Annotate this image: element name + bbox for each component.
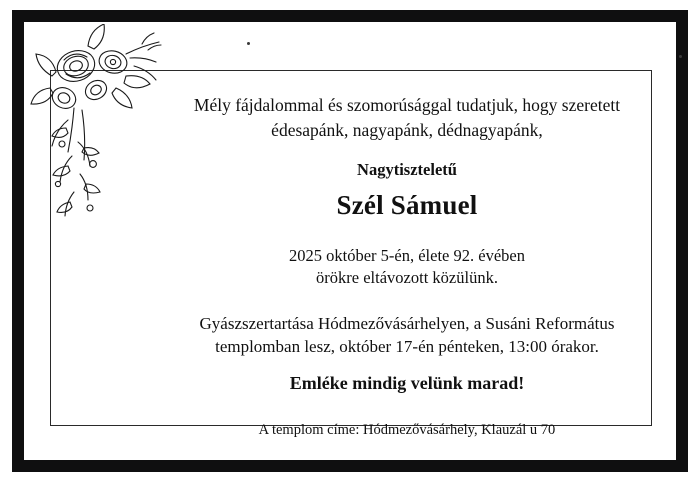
date-line-2: örökre eltávozott közülünk. <box>316 268 498 288</box>
church-address: A templom címe: Hódmezővásárhely, Klauzál u 70 <box>258 422 556 439</box>
lead-line-1: Mély fájdalommal és szomorúsággal tudatjuk, hogy szeretett <box>193 95 621 115</box>
ceremony-line-2: templomban lesz, október 17-én pénteken, 13:00 órakor. <box>215 337 599 357</box>
funeral-notice-card <box>12 10 688 472</box>
ceremony-line-1: Gyászszertartása Hódmezővásárhelyen, a Susáni Református <box>199 314 615 334</box>
paper-speck-right <box>679 55 682 58</box>
date-line-1: 2025 október 5-én, élete 92. évében <box>289 246 525 266</box>
rank-title: Nagytiszteletű <box>357 159 457 179</box>
notice-paper <box>24 22 676 460</box>
notice-text <box>144 94 670 440</box>
floral-corner-ornament <box>30 24 162 224</box>
deceased-name: Szél Sámuel <box>336 189 478 220</box>
paper-speck-left <box>247 42 250 45</box>
lead-line-2: édesapánk, nagyapánk, dédnagyapánk, <box>271 120 543 141</box>
memory-line: Emléke mindig velünk marad! <box>289 372 525 393</box>
